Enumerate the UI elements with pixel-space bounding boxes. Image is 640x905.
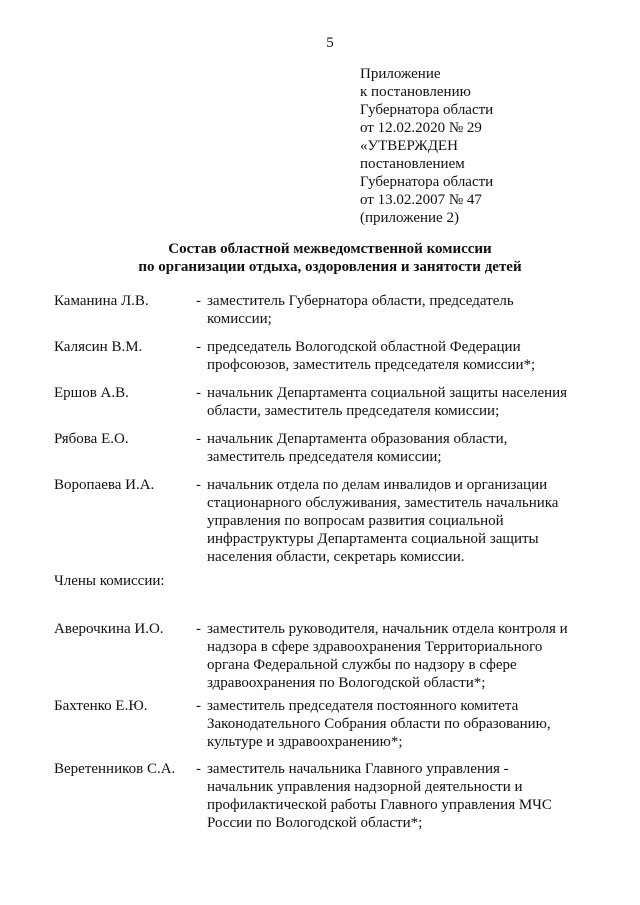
position-line: органа Федеральной службы по надзору в сфере — [207, 657, 517, 673]
position-line: заместитель председателя комиссии; — [207, 449, 442, 465]
person-name: Воропаева И.А. — [54, 477, 155, 493]
appendix-line: (приложение 2) — [360, 210, 459, 226]
position-line: комиссии; — [207, 311, 272, 327]
person-name: Калясин В.М. — [54, 339, 143, 355]
person-position — [207, 292, 587, 328]
members-heading: Члены комиссии: — [54, 573, 165, 589]
appendix-line: к постановлению — [360, 84, 471, 100]
position-line: России по Вологодской области*; — [207, 815, 423, 831]
dash: - — [196, 621, 201, 637]
document-title — [0, 240, 640, 276]
person-name: Бахтенко Е.Ю. — [54, 698, 148, 714]
dash: - — [196, 339, 201, 355]
person-name: Веретенников С.А. — [54, 761, 176, 777]
appendix-line: Губернатора области — [360, 102, 494, 118]
appendix-block — [360, 65, 630, 227]
position-line: заместитель руководителя, начальник отдела контроля и — [207, 621, 568, 637]
position-line: Законодательного Собрания области по образованию, — [207, 716, 551, 732]
appendix-line: «УТВЕРЖДЕН — [360, 138, 458, 154]
person-position — [207, 760, 587, 832]
dash: - — [196, 761, 201, 777]
position-line: председатель Вологодской областной Федерации — [207, 339, 521, 355]
position-line: начальник Департамента образования области, — [207, 431, 508, 447]
person-position — [207, 384, 587, 420]
position-line: профсоюзов, заместитель председателя комиссии*; — [207, 357, 536, 373]
position-line: надзора в сфере здравоохранения Территориального — [207, 639, 543, 655]
position-line: здравоохранения по Вологодской области*; — [207, 675, 486, 691]
person-position — [207, 338, 587, 374]
person-name: Рябова Е.О. — [54, 431, 129, 447]
dash: - — [196, 293, 201, 309]
position-line: профилактической работы Главного управления МЧС — [207, 797, 552, 813]
person-position — [207, 697, 587, 751]
position-line: стационарного обслуживания, заместитель начальника — [207, 495, 559, 511]
position-line: начальник отдела по делам инвалидов и организации — [207, 477, 548, 493]
position-line: населения области, секретарь комиссии. — [207, 549, 465, 565]
position-line: начальник Департамента социальной защиты населения — [207, 385, 568, 401]
appendix-line: от 12.02.2020 № 29 — [360, 120, 482, 136]
person-position — [207, 430, 587, 466]
appendix-line: Приложение — [360, 66, 441, 82]
person-name: Ершов А.В. — [54, 385, 129, 401]
person-name: Каманина Л.В. — [54, 293, 149, 309]
position-line: инфраструктуры Департамента социальной защиты — [207, 531, 539, 547]
person-position — [207, 620, 587, 692]
position-line: заместитель Губернатора области, председатель — [207, 293, 514, 309]
title-line-2: по организации отдыха, оздоровления и занятости детей — [138, 259, 522, 275]
position-line: заместитель председателя постоянного комитета — [207, 698, 519, 714]
appendix-line: от 13.02.2007 № 47 — [360, 192, 482, 208]
position-line: начальник управления надзорной деятельности и — [207, 779, 523, 795]
person-name: Аверочкина И.О. — [54, 621, 164, 637]
dash: - — [196, 431, 201, 447]
appendix-line: Губернатора области — [360, 174, 494, 190]
dash: - — [196, 477, 201, 493]
person-position — [207, 476, 587, 566]
dash: - — [196, 698, 201, 714]
dash: - — [196, 385, 201, 401]
appendix-line: постановлением — [360, 156, 465, 172]
position-line: области, заместитель председателя комиссии; — [207, 403, 500, 419]
position-line: управления по вопросам развития социальной — [207, 513, 504, 529]
title-line-1: Состав областной межведомственной комиссии — [168, 241, 492, 257]
position-line: культуре и здравоохранению*; — [207, 734, 403, 750]
position-line: заместитель начальника Главного управления - — [207, 761, 509, 777]
page-number: 5 — [326, 35, 334, 51]
